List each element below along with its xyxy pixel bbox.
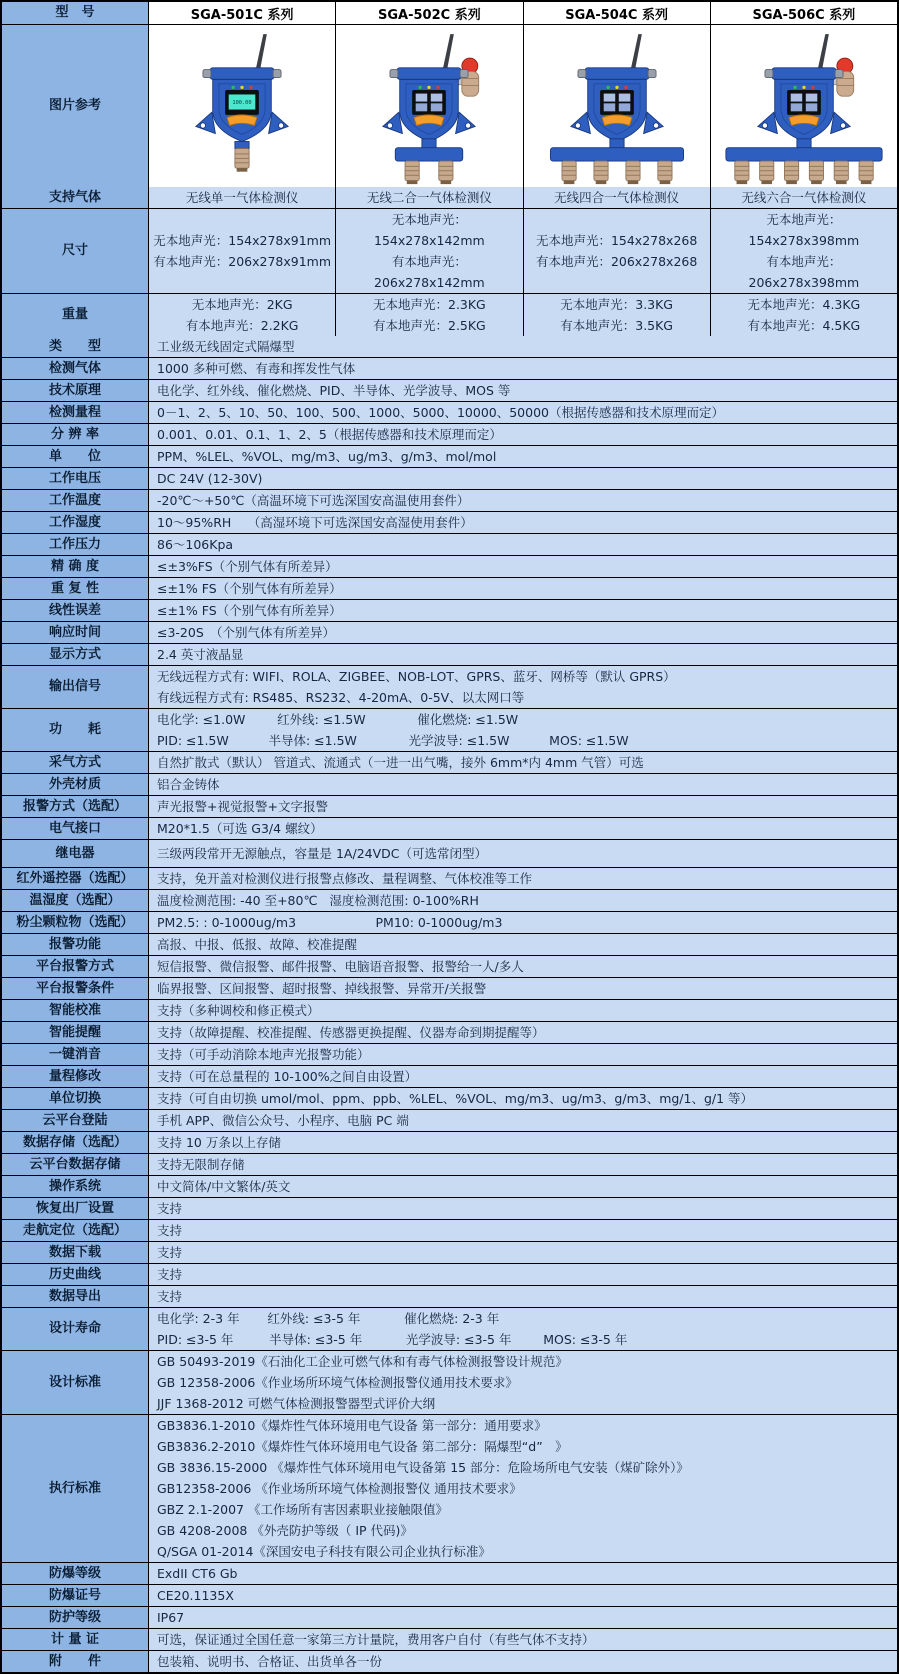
row-value-line: ≤±3%FS（个别气体有所差异） bbox=[157, 559, 338, 574]
sensor-probe bbox=[759, 161, 773, 184]
row-value-line: 可选，保证通过全国任意一家第三方计量院，费用客户自付（有些气体不支持） bbox=[157, 1632, 595, 1647]
row-value bbox=[148, 1044, 897, 1065]
row-label: 分 辨 率 bbox=[2, 424, 148, 445]
row-value-line: 10～95%RH （高湿环境下可选深国安高湿使用套件） bbox=[157, 515, 473, 530]
row-value-line: ≤±1% FS（个别气体有所差异） bbox=[157, 581, 342, 596]
spec-row bbox=[2, 665, 897, 708]
row-label: 防爆证号 bbox=[2, 1585, 148, 1606]
row-value-line: 手机 APP、微信公众号、小程序、电脑 PC 端 bbox=[157, 1113, 409, 1128]
spec-row bbox=[2, 999, 897, 1021]
row-label: 操作系统 bbox=[2, 1176, 148, 1197]
quad-cell-line: 无线六合一气体检测仪 bbox=[741, 190, 867, 205]
spec-row bbox=[2, 577, 897, 599]
row-label: 恢复出厂设置 bbox=[2, 1198, 148, 1219]
row-label: 检测量程 bbox=[2, 402, 148, 423]
quad-cell-line: 无本地声光：154x278x268 bbox=[535, 233, 698, 248]
spec-row bbox=[2, 379, 897, 401]
row-value bbox=[148, 1110, 897, 1131]
spec-row bbox=[2, 1414, 897, 1562]
row-label: 设计标准 bbox=[2, 1351, 148, 1414]
row-value-line: GB3836.2-2010《爆炸性气体环境用电气设备 第二部分：隔爆型“d” 》 bbox=[157, 1439, 568, 1454]
spec-row bbox=[2, 1175, 897, 1197]
model-header-label: 型 号 bbox=[2, 2, 148, 24]
row-value-line: 支持 bbox=[157, 1201, 183, 1216]
row-value bbox=[148, 890, 897, 911]
spec-row bbox=[2, 643, 897, 665]
row-value-line: Q/SGA 01-2014《深国安电子科技有限公司企业执行标准》 bbox=[157, 1544, 491, 1559]
row-value bbox=[148, 1242, 897, 1263]
row-label: 防爆等级 bbox=[2, 1563, 148, 1584]
quad-cell bbox=[710, 294, 897, 336]
row-label: 历史曲线 bbox=[2, 1264, 148, 1285]
device-image-sga-504c bbox=[523, 25, 710, 187]
row-value-line: 三级两段常开无源触点，容量是 1A/24VDC（可选常闭型） bbox=[157, 846, 487, 861]
sensor-probe bbox=[735, 161, 749, 184]
spec-row bbox=[2, 977, 897, 999]
row-value-line: 声光报警+视觉报警+文字报警 bbox=[157, 799, 328, 814]
spec-row bbox=[2, 1021, 897, 1043]
row-label: 走航定位（选配） bbox=[2, 1220, 148, 1241]
quad-cell-line: 有本地声光：206x278x142mm bbox=[374, 254, 485, 290]
row-value-line: 86～106Kpa bbox=[157, 537, 234, 552]
quad-cell-line: 无线单一气体检测仪 bbox=[185, 190, 299, 205]
row-value-line: 工业级无线固定式隔爆型 bbox=[157, 339, 295, 354]
antenna-icon bbox=[630, 34, 642, 71]
row-value-line: 支持 bbox=[157, 1267, 183, 1282]
row-value bbox=[148, 424, 897, 445]
row-label: 数据存储（选配） bbox=[2, 1132, 148, 1153]
quad-cell-line: 无本地声光：2KG bbox=[191, 297, 293, 312]
row-value bbox=[148, 1651, 897, 1672]
spec-row bbox=[2, 1606, 897, 1628]
spec-row bbox=[2, 795, 897, 817]
row-value-line: CE20.1135X bbox=[157, 1588, 234, 1603]
row-value-line: ExdII CT6 Gb bbox=[157, 1566, 238, 1581]
row-value bbox=[148, 578, 897, 599]
sensor-probe bbox=[594, 161, 608, 184]
row-value bbox=[148, 490, 897, 511]
svg-text:100.00: 100.00 bbox=[232, 100, 252, 107]
quad-cell bbox=[335, 209, 522, 293]
quad-cell-line: 无本地声光：154x278x398mm bbox=[748, 212, 860, 248]
quad-cell-line: 无本地声光：4.3KG bbox=[747, 297, 861, 312]
spec-row bbox=[2, 839, 897, 867]
model-header-sga-501c: SGA-501C 系列 bbox=[148, 2, 335, 24]
spec-row bbox=[2, 1131, 897, 1153]
quad-cell bbox=[710, 187, 897, 208]
quad-cell-line: 有本地声光：206x278x398mm bbox=[748, 254, 860, 290]
quad-cell-line: 有本地声光：206x278x268 bbox=[535, 254, 698, 269]
row-label: 继电器 bbox=[2, 840, 148, 867]
row-value-line: 支持（多种调校和修正模式） bbox=[157, 1003, 320, 1018]
row-value-line: M20*1.5（可选 G3/4 螺纹） bbox=[157, 821, 323, 836]
row-label: 粉尘颗粒物（选配） bbox=[2, 912, 148, 933]
row-value-line: JJF 1368-2012 可燃气体检测报警器型式评价大纲 bbox=[157, 1396, 436, 1411]
row-value bbox=[148, 1000, 897, 1021]
row-label: 附 件 bbox=[2, 1651, 148, 1672]
spec-row bbox=[2, 1562, 897, 1584]
row-value-line: ≤3-20S （个别气体有所差异） bbox=[157, 625, 336, 640]
gas-detector-illustration bbox=[152, 27, 332, 185]
row-value-line: 0.001、0.01、0.1、1、2、5（根据传感器和技术原理而定） bbox=[157, 427, 502, 442]
row-value bbox=[148, 622, 897, 643]
spec-row bbox=[2, 357, 897, 379]
row-value bbox=[148, 666, 897, 708]
row-label: 功 耗 bbox=[2, 709, 148, 751]
antenna-icon bbox=[817, 34, 829, 71]
sensor-probe bbox=[235, 149, 249, 172]
row-value-line: 2.4 英寸液晶显 bbox=[157, 647, 244, 662]
row-value bbox=[148, 358, 897, 379]
spec-row bbox=[2, 511, 897, 533]
spec-row bbox=[2, 1650, 897, 1672]
row-label: 云平台登陆 bbox=[2, 1110, 148, 1131]
row-value-line: 支持 bbox=[157, 1289, 183, 1304]
sensor-probe bbox=[859, 161, 873, 184]
row-label: 工作电压 bbox=[2, 468, 148, 489]
sensor-probe bbox=[784, 161, 798, 184]
row-label: 数据导出 bbox=[2, 1286, 148, 1307]
row-value bbox=[148, 1154, 897, 1175]
row-value bbox=[148, 912, 897, 933]
row-value-line: GB12358-2006 《作业场所环境气体检测报警仪 通用技术要求》 bbox=[157, 1481, 522, 1496]
model-header-sga-502c: SGA-502C 系列 bbox=[335, 2, 522, 24]
spec-row bbox=[2, 708, 897, 751]
sensor-probe bbox=[439, 161, 453, 184]
spec-row bbox=[2, 911, 897, 933]
row-value-line: 支持 bbox=[157, 1223, 183, 1238]
row-value bbox=[148, 1022, 897, 1043]
row-label: 图片参考 bbox=[2, 25, 148, 187]
row-label: 采气方式 bbox=[2, 752, 148, 773]
row-value-line: IP67 bbox=[157, 1610, 185, 1625]
model-header-sga-504c: SGA-504C 系列 bbox=[523, 2, 710, 24]
row-value-line: 铝合金铸体 bbox=[157, 777, 220, 792]
quad-cell bbox=[148, 187, 335, 208]
row-label: 防护等级 bbox=[2, 1607, 148, 1628]
row-value-line: GB 50493-2019《石油化工企业可燃气体和有毒气体检测报警设计规范》 bbox=[157, 1354, 568, 1369]
sensor-probe bbox=[809, 161, 823, 184]
spec-row bbox=[2, 1584, 897, 1606]
row-value-line: ≤±1% FS（个别气体有所差异） bbox=[157, 603, 342, 618]
spec-row bbox=[2, 955, 897, 977]
row-value-line: 中文简体/中文繁体/英文 bbox=[157, 1179, 291, 1194]
row-value bbox=[148, 934, 897, 955]
row-label: 智能校准 bbox=[2, 1000, 148, 1021]
quad-cell-line: 有本地声光：2.5KG bbox=[372, 318, 486, 333]
row-label: 响应时间 bbox=[2, 622, 148, 643]
quad-cell-line: 有本地声光：2.2KG bbox=[185, 318, 299, 333]
row-value-line: 支持 bbox=[157, 1245, 183, 1260]
row-value bbox=[148, 1585, 897, 1606]
quad-cell bbox=[148, 209, 335, 293]
gas-detector-illustration bbox=[714, 27, 894, 185]
sensor-probe bbox=[657, 161, 671, 184]
row-value-line: 支持（故障提醒、校准提醒、传感器更换提醒、仪器寿命到期提醒等） bbox=[157, 1025, 545, 1040]
row-value-line: 支持，免开盖对检测仪进行报警点修改、量程调整、气体校准等工作 bbox=[157, 871, 533, 886]
row-value bbox=[148, 1415, 897, 1562]
row-value-line: PPM、%LEL、%VOL、mg/m3、ug/m3、g/m3、mol/mol bbox=[157, 449, 497, 464]
spec-row bbox=[2, 751, 897, 773]
row-value-line: 支持 10 万条以上存储 bbox=[157, 1135, 281, 1150]
row-value-line: 无线远程方式有: WIFI、ROLA、ZIGBEE、NOB-LOT、GPRS、蓝牙、网桥等（默认 GPRS） bbox=[157, 669, 676, 684]
spec-row bbox=[2, 621, 897, 643]
row-value bbox=[148, 468, 897, 489]
row-value-line: GB 3836.15-2000 《爆炸性气体环境用电气设备第 15 部分：危险场所电气安装（煤矿除外）》 bbox=[157, 1460, 689, 1475]
spec-row bbox=[2, 1350, 897, 1414]
row-value bbox=[148, 336, 897, 357]
row-label: 平台报警方式 bbox=[2, 956, 148, 977]
row-value bbox=[148, 644, 897, 665]
quad-cell-line: 有本地声光：3.5KG bbox=[560, 318, 673, 333]
row-value-line: 支持（可手动消除本地声光报警功能） bbox=[157, 1047, 370, 1062]
row-value bbox=[148, 600, 897, 621]
sensor-probe bbox=[834, 161, 848, 184]
row-value bbox=[148, 840, 897, 867]
row-value bbox=[148, 1088, 897, 1109]
spec-row bbox=[2, 423, 897, 445]
row-value bbox=[148, 796, 897, 817]
quad-cell bbox=[148, 294, 335, 336]
row-label: 类 型 bbox=[2, 336, 148, 357]
row-value bbox=[148, 1351, 897, 1414]
row-label: 工作湿度 bbox=[2, 512, 148, 533]
row-label: 显示方式 bbox=[2, 644, 148, 665]
row-value-line: GB 4208-2008 《外壳防护等级（ IP 代码)》 bbox=[157, 1523, 413, 1538]
device-image-sga-502c bbox=[335, 25, 522, 187]
row-value-line: 1000 多种可燃、有毒和挥发性气体 bbox=[157, 361, 356, 376]
row-label: 外壳材质 bbox=[2, 774, 148, 795]
spec-row bbox=[2, 1197, 897, 1219]
row-value bbox=[148, 1563, 897, 1584]
row-value bbox=[148, 446, 897, 467]
row-label: 报警方式（选配） bbox=[2, 796, 148, 817]
spec-row bbox=[2, 1219, 897, 1241]
row-value-line: 电化学: ≤1.0W 红外线: ≤1.5W 催化燃烧: ≤1.5W bbox=[157, 712, 519, 727]
spec-row bbox=[2, 1109, 897, 1131]
row-value bbox=[148, 1132, 897, 1153]
spec-row bbox=[2, 401, 897, 423]
row-value bbox=[148, 1308, 897, 1350]
spec-row bbox=[2, 599, 897, 621]
spec-row bbox=[2, 555, 897, 577]
spec-row bbox=[2, 467, 897, 489]
row-value-line: 短信报警、微信报警、邮件报警、电脑语音报警、报警给一人/多人 bbox=[157, 959, 524, 974]
row-value-line: 0－1、2、5、10、50、100、500、1000、5000、10000、50000（根据传感器和技术原理而定） bbox=[157, 405, 724, 420]
row-value bbox=[148, 774, 897, 795]
row-value-line: 有线远程方式有: RS485、RS232、4-20mA、0-5V、以太网口等 bbox=[157, 690, 525, 705]
gas-detector-illustration bbox=[339, 27, 519, 185]
row-value-line: 支持无限制存储 bbox=[157, 1157, 245, 1172]
row-label: 红外遥控器（选配） bbox=[2, 868, 148, 889]
row-label: 输出信号 bbox=[2, 666, 148, 708]
spec-row bbox=[2, 1263, 897, 1285]
row-label: 设计寿命 bbox=[2, 1308, 148, 1350]
row-label: 报警功能 bbox=[2, 934, 148, 955]
spec-row bbox=[2, 1153, 897, 1175]
model-header-row bbox=[2, 2, 897, 24]
row-value-line: PID: ≤3-5 年 半导体: ≤3-5 年 光学波导: ≤3-5 年 MOS: ≤3-5 年 bbox=[157, 1332, 628, 1347]
spec-row bbox=[2, 1628, 897, 1650]
quad-cell bbox=[523, 187, 710, 208]
row-value-line: GB 12358-2006《作业场所环境气体检测报警仪通用技术要求》 bbox=[157, 1375, 518, 1390]
sensor-probe bbox=[405, 161, 419, 184]
row-label: 量程修改 bbox=[2, 1066, 148, 1087]
row-value bbox=[148, 1607, 897, 1628]
quad-cell-line: 有本地声光：4.5KG bbox=[747, 318, 861, 333]
spec-row bbox=[2, 933, 897, 955]
device-image-sga-506c bbox=[710, 25, 897, 187]
quad-cell-line: 无本地声光：2.3KG bbox=[372, 297, 486, 312]
spec-row bbox=[2, 1043, 897, 1065]
row-value bbox=[148, 512, 897, 533]
quad-spec-row bbox=[2, 293, 897, 336]
spec-row bbox=[2, 817, 897, 839]
row-value-line: 温度检测范围: -40 至+80℃ 湿度检测范围: 0-100%RH bbox=[157, 893, 479, 908]
row-label: 线性误差 bbox=[2, 600, 148, 621]
row-label: 数据下载 bbox=[2, 1242, 148, 1263]
image-reference-row bbox=[2, 24, 897, 187]
spec-row bbox=[2, 445, 897, 467]
quad-cell bbox=[710, 209, 897, 293]
row-label: 单 位 bbox=[2, 446, 148, 467]
row-label: 计 量 证 bbox=[2, 1629, 148, 1650]
row-value-line: 包装箱、说明书、合格证、出货单各一份 bbox=[157, 1654, 383, 1669]
spec-row bbox=[2, 1307, 897, 1350]
row-label: 云平台数据存储 bbox=[2, 1154, 148, 1175]
quad-spec-row bbox=[2, 208, 897, 293]
row-value-line: PM2.5: : 0-1000ug/m3 PM10: 0-1000ug/m3 bbox=[157, 915, 503, 930]
quad-spec-row bbox=[2, 187, 897, 208]
row-value bbox=[148, 818, 897, 839]
row-value-line: -20℃～+50℃（高温环境下可选深国安高温使用套件） bbox=[157, 493, 470, 508]
row-value bbox=[148, 709, 897, 751]
antenna-icon bbox=[255, 34, 267, 71]
row-label: 平台报警条件 bbox=[2, 978, 148, 999]
row-value bbox=[148, 1286, 897, 1307]
row-label: 技术原理 bbox=[2, 380, 148, 401]
spec-row bbox=[2, 889, 897, 911]
row-label: 重 复 性 bbox=[2, 578, 148, 599]
row-label: 支持气体 bbox=[2, 187, 148, 208]
row-value bbox=[148, 1629, 897, 1650]
row-value-line: 临界报警、区间报警、超时报警、掉线报警、异常开/关报警 bbox=[157, 981, 487, 996]
row-label: 电气接口 bbox=[2, 818, 148, 839]
quad-cell bbox=[335, 187, 522, 208]
row-value bbox=[148, 1220, 897, 1241]
spec-row bbox=[2, 489, 897, 511]
device-image-sga-501c bbox=[148, 25, 335, 187]
row-value bbox=[148, 1176, 897, 1197]
row-label: 工作温度 bbox=[2, 490, 148, 511]
row-value-line: 支持（可在总量程的 10-100%之间自由设置） bbox=[157, 1069, 418, 1084]
row-label: 精 确 度 bbox=[2, 556, 148, 577]
row-value-line: PID: ≤1.5W 半导体: ≤1.5W 光学波导: ≤1.5W MOS: ≤1.5W bbox=[157, 733, 629, 748]
row-value bbox=[148, 1264, 897, 1285]
row-label: 单位切换 bbox=[2, 1088, 148, 1109]
row-value-line: 自然扩散式（默认） 管道式、流通式（一进一出气嘴，接外 6mm*内 4mm 气管）可选 bbox=[157, 755, 644, 770]
row-value-line: 高报、中报、低报、故障、校准提醒 bbox=[157, 937, 358, 952]
model-header-sga-506c: SGA-506C 系列 bbox=[710, 2, 897, 24]
spec-row bbox=[2, 773, 897, 795]
gas-detector-illustration bbox=[527, 27, 707, 185]
row-label: 一键消音 bbox=[2, 1044, 148, 1065]
quad-cell bbox=[335, 294, 522, 336]
quad-cell-line: 无线四合一气体检测仪 bbox=[554, 190, 680, 205]
spec-row bbox=[2, 533, 897, 555]
quad-cell-line: 无本地声光：154x278x142mm bbox=[374, 212, 485, 248]
sensor-probe bbox=[626, 161, 640, 184]
quad-cell-line: 无本地声光：154x278x91mm bbox=[153, 233, 332, 248]
row-label: 尺寸 bbox=[2, 209, 148, 293]
row-value-line: GBZ 2.1-2007 《工作场所有害因素职业接触限值》 bbox=[157, 1502, 448, 1517]
row-value bbox=[148, 868, 897, 889]
quad-cell-line: 无本地声光：3.3KG bbox=[560, 297, 673, 312]
row-label: 工作压力 bbox=[2, 534, 148, 555]
row-value bbox=[148, 956, 897, 977]
row-value bbox=[148, 534, 897, 555]
row-value-line: DC 24V (12-30V) bbox=[157, 471, 263, 486]
row-label: 检测气体 bbox=[2, 358, 148, 379]
row-value bbox=[148, 752, 897, 773]
spec-row bbox=[2, 1087, 897, 1109]
row-value bbox=[148, 1198, 897, 1219]
row-value bbox=[148, 978, 897, 999]
spec-row bbox=[2, 1285, 897, 1307]
spec-row bbox=[2, 1065, 897, 1087]
row-value bbox=[148, 380, 897, 401]
row-label: 执行标准 bbox=[2, 1415, 148, 1562]
row-value-line: 电化学: 2-3 年 红外线: ≤3-5 年 催化燃烧: 2-3 年 bbox=[157, 1311, 500, 1326]
row-label: 重量 bbox=[2, 294, 148, 336]
row-value bbox=[148, 1066, 897, 1087]
quad-cell bbox=[523, 294, 710, 336]
row-value bbox=[148, 556, 897, 577]
quad-cell-line: 无线二合一气体检测仪 bbox=[366, 190, 492, 205]
sensor-probe bbox=[562, 161, 576, 184]
quad-cell-line: 有本地声光：206x278x91mm bbox=[153, 254, 332, 269]
row-value-line: GB3836.1-2010《爆炸性气体环境用电气设备 第一部分：通用要求》 bbox=[157, 1418, 547, 1433]
spec-row bbox=[2, 1241, 897, 1263]
row-label: 温湿度（选配） bbox=[2, 890, 148, 911]
antenna-icon bbox=[443, 34, 455, 71]
spec-row bbox=[2, 867, 897, 889]
row-value bbox=[148, 402, 897, 423]
spec-row bbox=[2, 336, 897, 357]
row-value-line: 电化学、红外线、催化燃烧、PID、半导体、光学波导、MOS 等 bbox=[157, 383, 511, 398]
row-value-line: 支持（可自由切换 umol/mol、ppm、ppb、%LEL、%VOL、mg/m3、ug/m3、g/m3、mg/1、g/1 等） bbox=[157, 1091, 754, 1106]
quad-cell bbox=[523, 209, 710, 293]
row-label: 智能提醒 bbox=[2, 1022, 148, 1043]
